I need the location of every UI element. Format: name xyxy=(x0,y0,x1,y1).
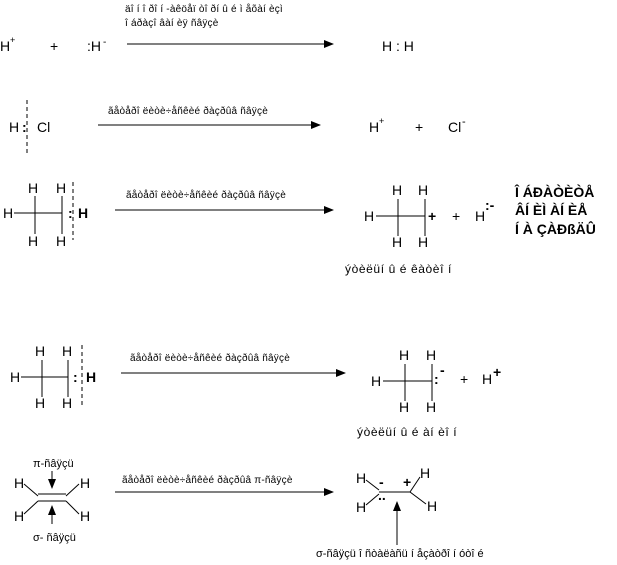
carbanion-charge: - xyxy=(379,474,384,490)
reactant-proton: H xyxy=(0,38,11,54)
bond xyxy=(66,501,79,514)
atom-h: H xyxy=(3,205,14,221)
attention-note-line: ÂÍ ÈÌ ÀÍ ÈÅ xyxy=(515,202,588,218)
hydride-ion: H xyxy=(475,208,486,224)
reaction-3 xyxy=(3,180,596,276)
bond xyxy=(410,477,420,492)
reactant-h: H xyxy=(9,119,20,135)
attention-note-line: Í À ÇÀÐßÄÛ xyxy=(515,221,596,237)
atom-h: H xyxy=(80,508,91,524)
reactant-hydride: :H xyxy=(87,38,101,54)
ethyl-anion-label: ýòèëüí û é àí èî í xyxy=(357,425,458,439)
ethyl-anion xyxy=(371,347,445,415)
reaction-4 xyxy=(10,343,501,439)
carbanion-lone-pair: .. xyxy=(378,487,386,503)
reaction-3-caption: ãåòåðî ëèòè÷åñêèé ðàçðûâ ñâÿçè xyxy=(126,190,286,201)
reactant-separator: : xyxy=(22,119,27,135)
cation-charge: + xyxy=(428,208,437,224)
reactant-proton-charge: + xyxy=(10,35,16,45)
product-chloride-charge: - xyxy=(462,116,466,128)
atom-h: H xyxy=(426,399,437,415)
atom-h: H xyxy=(35,343,46,359)
product-chloride: Cl xyxy=(448,119,462,135)
leaving-h: H xyxy=(86,369,97,385)
atom-h: H xyxy=(62,395,73,411)
zwitterion-product xyxy=(356,465,437,545)
atom-h: H xyxy=(56,180,67,196)
proton: H xyxy=(482,371,493,387)
carbocation-charge: + xyxy=(403,474,412,490)
atom-h: H xyxy=(10,369,21,385)
atom-h: H xyxy=(392,182,403,198)
atom-h: H xyxy=(399,399,410,415)
bonding-pair: : xyxy=(68,205,73,221)
atom-h: H xyxy=(399,347,410,363)
ethyl-cation xyxy=(364,182,436,250)
product-proton: H xyxy=(369,119,380,135)
reaction-1-caption-line1: äî í î ðî í -àêöåï òî ðí û é ì åõàí èçì xyxy=(125,4,283,15)
atom-h: H xyxy=(14,475,25,491)
bond xyxy=(24,501,38,514)
reaction-2-caption: ãåòåðî ëèòè÷åñêèé ðàçðûâ ñâÿçè xyxy=(108,106,268,117)
pi-bond-label: π-ñâÿçü xyxy=(33,458,74,470)
atom-h: H xyxy=(364,208,375,224)
attention-note xyxy=(514,183,596,237)
ethane-molecule xyxy=(3,180,88,249)
atom-h: H xyxy=(28,180,39,196)
product-h2: H : H xyxy=(382,38,414,54)
ethylene-molecule xyxy=(14,458,90,544)
bond xyxy=(66,484,79,496)
bond xyxy=(410,492,426,504)
reaction-1 xyxy=(0,3,414,54)
ethyl-cation-label: ýòèëüí û é êàòèî í xyxy=(345,262,452,276)
atom-h: H xyxy=(35,395,46,411)
bonding-pair: : xyxy=(73,369,78,385)
product-proton-charge: + xyxy=(379,116,385,126)
reactant-cl: Cl xyxy=(37,119,51,135)
reaction-5 xyxy=(14,458,484,560)
reaction-1-caption-line2: î áðàçî âàí èÿ ñâÿçè xyxy=(125,18,219,29)
atom-h: H xyxy=(418,234,429,250)
atom-h: H xyxy=(426,347,437,363)
atom-h: H xyxy=(418,182,429,198)
atom-h: H xyxy=(62,343,73,359)
atom-h: H xyxy=(356,499,367,515)
atom-h: H xyxy=(420,465,431,481)
anion-charge: - xyxy=(440,362,445,378)
atom-h: H xyxy=(356,470,367,486)
leaving-h: H xyxy=(78,205,89,221)
plus-sign: + xyxy=(415,119,424,135)
sigma-bond-label: σ- ñâÿçü xyxy=(33,532,76,544)
atom-h: H xyxy=(80,475,91,491)
sigma-bond-intact-note: σ-ñâÿçü î ñòàëàñü í åçàòðî í óòî é xyxy=(316,548,484,560)
plus-sign: + xyxy=(50,38,59,54)
proton-charge: + xyxy=(493,364,502,380)
atom-h: H xyxy=(371,373,382,389)
atom-h: H xyxy=(427,498,438,514)
atom-h: H xyxy=(14,508,25,524)
plus-sign: + xyxy=(452,208,461,224)
atom-h: H xyxy=(28,233,39,249)
hydride-charge: :- xyxy=(485,197,495,213)
reaction-2 xyxy=(9,100,466,155)
plus-sign: + xyxy=(460,371,469,387)
reactant-hydride-charge: - xyxy=(103,37,107,48)
bond xyxy=(24,484,38,496)
anion-lone-pair: : xyxy=(434,371,439,387)
ethane-molecule xyxy=(10,343,96,411)
reaction-5-caption: ãåòåðî ëèòè÷åñêèé ðàçðûâ π-ñâÿçè xyxy=(122,475,293,486)
atom-h: H xyxy=(56,233,67,249)
reaction-4-caption: ãåòåðî ëèòè÷åñêèé ðàçðûâ ñâÿçè xyxy=(130,353,290,364)
attention-note-line: Î ÁÐÀÒÈÒÅ xyxy=(515,184,595,200)
atom-h: H xyxy=(392,234,403,250)
